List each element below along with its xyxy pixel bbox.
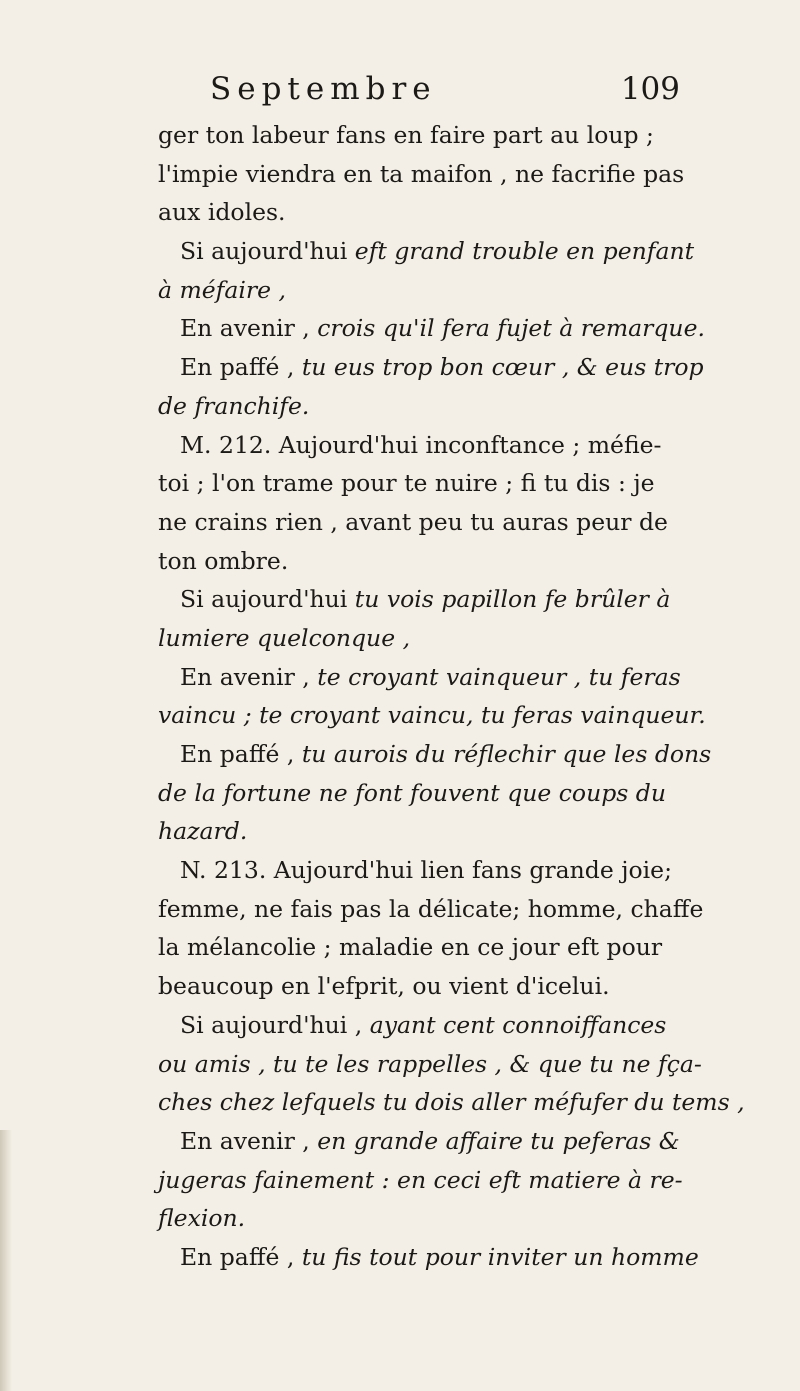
text-line bbox=[158, 967, 688, 1006]
text-line bbox=[158, 1199, 688, 1238]
italic-text: lumiere quelconque , bbox=[158, 623, 411, 652]
roman-text: Si aujourd'hui , bbox=[180, 1010, 370, 1039]
roman-text: femme, ne fais pas la délicate; homme, chaffe bbox=[158, 894, 704, 923]
text-line bbox=[158, 116, 688, 155]
italic-text: tu fis tout pour inviter un homme bbox=[301, 1242, 699, 1271]
text-line bbox=[158, 851, 688, 890]
roman-text: N. 213. Aujourd'hui lien fans grande joie; bbox=[180, 856, 672, 885]
binding-edge bbox=[0, 1130, 12, 1391]
text-line bbox=[158, 155, 688, 194]
text-line bbox=[158, 193, 688, 232]
running-head: Septembre bbox=[210, 71, 437, 107]
italic-text: jugeras fainement : en ceci eft matiere à re- bbox=[158, 1165, 683, 1194]
text-line bbox=[158, 542, 688, 581]
italic-text: ayant cent connoiffances bbox=[369, 1010, 667, 1039]
text-line bbox=[158, 232, 695, 271]
italic-text: eft grand trouble en penfant bbox=[354, 237, 695, 266]
page-number: 109 bbox=[620, 71, 680, 107]
italic-text: ou amis , tu te les rappelles , & que tu ne fça- bbox=[158, 1049, 702, 1078]
text-line bbox=[158, 619, 688, 658]
italic-text: ches chez lefquels tu dois aller méfufer du tems , bbox=[158, 1088, 745, 1117]
text-line bbox=[158, 426, 688, 465]
roman-text: ton ombre. bbox=[158, 546, 289, 575]
text-line bbox=[158, 1122, 688, 1161]
italic-text: te croyant vainqueur , tu feras bbox=[317, 662, 681, 691]
roman-text: la mélancolie ; maladie en ce jour eft pour bbox=[158, 933, 663, 962]
roman-text: l'impie viendra en ta maifon , ne facrifie pas bbox=[158, 159, 685, 188]
text-line bbox=[158, 1045, 702, 1084]
body-text bbox=[158, 116, 745, 1277]
italic-text: de franchife. bbox=[158, 391, 310, 420]
text-line bbox=[158, 774, 688, 813]
text-line bbox=[158, 271, 688, 310]
italic-text: tu eus trop bon cœur , & eus trop bbox=[301, 353, 704, 382]
roman-text: Si aujourd'hui bbox=[180, 237, 355, 266]
italic-text: crois qu'il fera fujet à remarque. bbox=[317, 314, 705, 343]
roman-text: En paffé , bbox=[180, 1242, 302, 1271]
roman-text: Si aujourd'hui bbox=[180, 585, 355, 614]
text-line bbox=[158, 1083, 745, 1122]
text-line bbox=[158, 928, 688, 967]
text-line bbox=[158, 735, 712, 774]
italic-text: vaincu ; te croyant vaincu, tu feras vainqueur. bbox=[158, 701, 706, 730]
roman-text: ne crains rien , avant peu tu auras peur de bbox=[158, 507, 668, 536]
italic-text: hazard. bbox=[158, 817, 248, 846]
text-line bbox=[158, 387, 688, 426]
text-line bbox=[158, 503, 688, 542]
text-line bbox=[158, 812, 688, 851]
text-line bbox=[158, 580, 688, 619]
text-line bbox=[158, 1006, 688, 1045]
roman-text: M. 212. Aujourd'hui inconftance ; méfie- bbox=[180, 430, 662, 459]
text-line bbox=[158, 1238, 699, 1277]
italic-text: à méfaire , bbox=[158, 275, 286, 304]
italic-text: flexion. bbox=[158, 1204, 246, 1233]
roman-text: beaucoup en l'efprit, ou vient d'icelui. bbox=[158, 972, 610, 1001]
roman-text: toi ; l'on trame pour te nuire ; fi tu dis : je bbox=[158, 469, 655, 498]
text-line bbox=[158, 464, 688, 503]
roman-text: En avenir , bbox=[180, 1126, 318, 1155]
text-line bbox=[158, 1161, 688, 1200]
roman-text: En paffé , bbox=[180, 353, 302, 382]
text-line bbox=[158, 309, 705, 348]
text-line bbox=[158, 348, 704, 387]
roman-text: En avenir , bbox=[180, 314, 318, 343]
roman-text: En paffé , bbox=[180, 740, 302, 768]
italic-text: de la fortune ne font fouvent que coups du bbox=[158, 778, 666, 807]
roman-text: ger ton labeur fans en faire part au loup ; bbox=[158, 121, 654, 149]
roman-text: En avenir , bbox=[180, 662, 318, 691]
text-line bbox=[158, 696, 706, 735]
text-line bbox=[158, 890, 704, 929]
italic-text: en grande affaire tu peferas & bbox=[317, 1126, 680, 1155]
italic-text: tu aurois du réflechir que les dons bbox=[301, 740, 712, 768]
roman-text: aux idoles. bbox=[158, 198, 286, 227]
text-line bbox=[158, 658, 688, 697]
italic-text: tu vois papillon fe brûler à bbox=[354, 585, 671, 614]
